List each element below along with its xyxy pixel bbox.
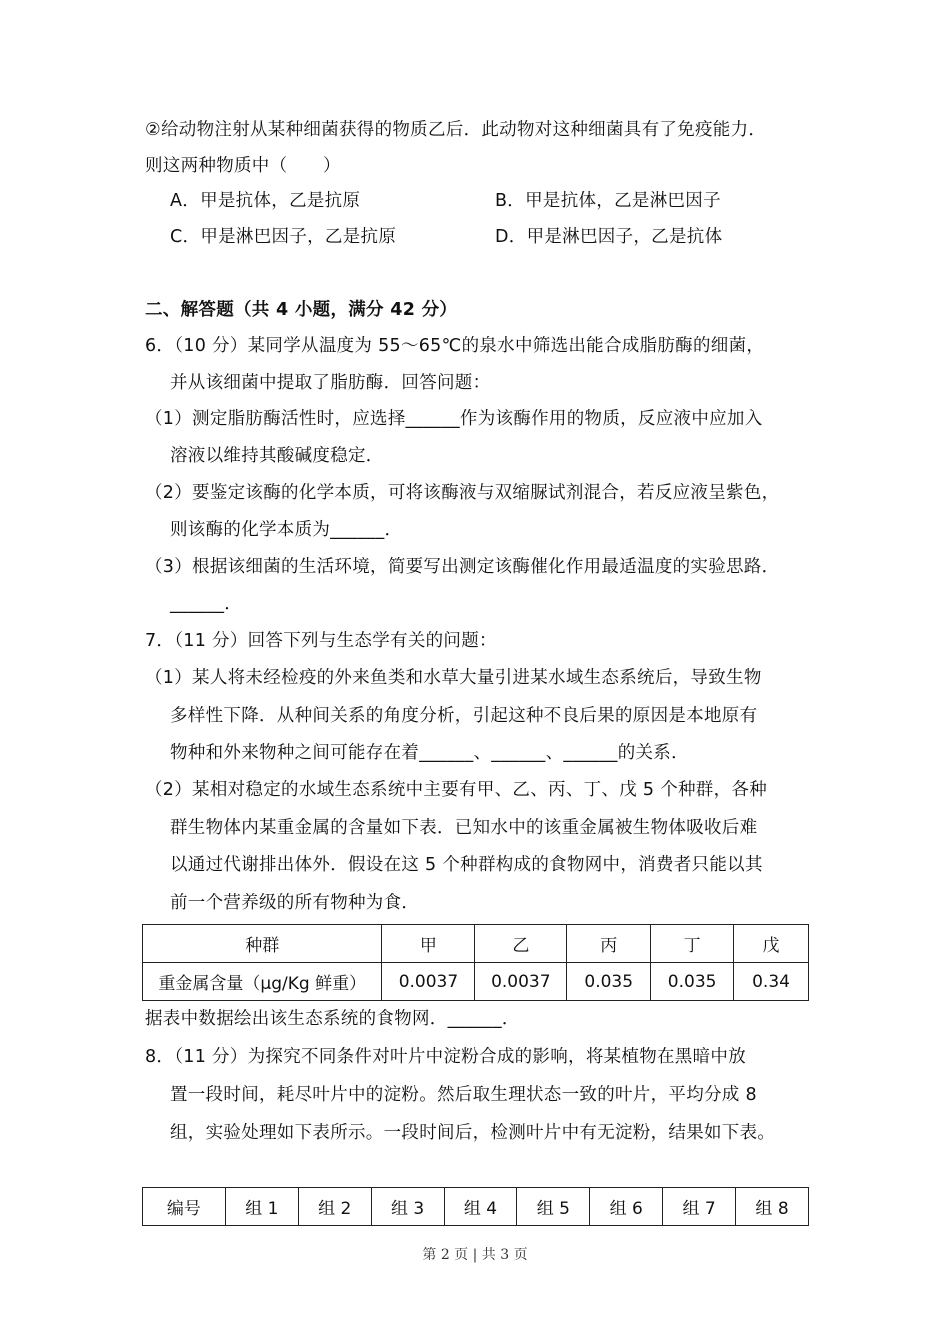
table-header-cell: 组 8 [736,1188,809,1226]
q6-line-2: 并从该细菌中提取了脂肪酶．回答问题： [170,373,491,393]
q5-option-d: D．甲是淋巴因子，乙是抗体 [495,227,723,247]
q5-option-a: A．甲是抗体，乙是抗原 [170,191,361,211]
section-2-heading: 二、解答题（共 4 小题，满分 42 分） [145,300,458,320]
q7-heavy-metal-table [142,924,809,1001]
q7-after-table: 据表中数据绘出该生态系统的食物网．______． [145,1009,520,1029]
q7-part2-line-4: 前一个营养级的所有物种为食． [170,893,420,913]
table-header-cell: 丁 [651,925,734,963]
page-footer: 第 2 页 | 共 3 页 [422,1247,528,1263]
table-header-cell: 组 7 [663,1188,736,1226]
q6-part3-line-1: （3）根据该细菌的生活环境，简要写出测定该酶催化作用最适温度的实验思路． [145,557,780,577]
q8-line-3: 组，实验处理如下表所示。一段时间后，检测叶片中有无淀粉，结果如下表。 [170,1123,776,1143]
table-cell: 0.34 [734,963,809,1001]
table-header-cell: 组 5 [517,1188,590,1226]
q6-part2-line-2: 则该酶的化学本质为______． [170,520,403,540]
q5-stem-line-3: 则这两种物质中（ ） [145,156,341,176]
table-header-cell: 组 6 [590,1188,663,1226]
table-header-cell: 甲 [382,925,475,963]
table-cell: 0.0037 [475,963,567,1001]
table-header-row [143,925,809,963]
table-header-cell: 组 3 [371,1188,444,1226]
q5-option-b: B．甲是抗体，乙是淋巴因子 [495,191,721,211]
q6-part1-line-2: 溶液以维持其酸碱度稳定． [170,446,384,466]
table-header-row [143,1188,809,1226]
q7-part2-line-1: （2）某相对稳定的水域生态系统中主要有甲、乙、丙、丁、戊 5 个种群，各种 [145,780,767,800]
q5-stem-line-2: ②给动物注射从某种细菌获得的物质乙后．此动物对这种细菌具有了免疫能力． [145,120,767,140]
table-header-cell: 种群 [143,925,382,963]
q7-line-1: 7．（11 分）回答下列与生态学有关的问题： [145,631,497,651]
q6-part2-line-1: （2）要鉴定该酶的化学本质，可将该酶液与双缩脲试剂混合，若反应液呈紫色， [145,483,780,503]
q7-part1-line-1: （1）某人将未经检疫的外来鱼类和水草大量引进某水域生态系统后，导致生物 [145,668,762,688]
table-cell: 0.035 [567,963,651,1001]
q8-line-1: 8．（11 分）为探究不同条件对叶片中淀粉合成的影响，将某植物在黑暗中放 [145,1047,747,1067]
table-header-cell: 组 2 [298,1188,371,1226]
q8-groups-table [142,1187,809,1226]
q7-part1-line-2: 多样性下降．从种间关系的角度分析，引起这种不良后果的原因是本地原有 [170,706,758,726]
table-cell: 0.0037 [382,963,475,1001]
q6-line-1: 6．（10 分）某同学从温度为 55～65℃的泉水中筛选出能合成脂肪酶的细菌， [145,336,765,356]
q5-option-c: C．甲是淋巴因子，乙是抗原 [170,227,397,247]
q7-part2-line-3: 以通过代谢排出体外．假设在这 5 个种群构成的食物网中，消费者只能以其 [170,855,763,875]
table-row [143,963,809,1001]
q7-part1-line-3: 物种和外来物种之间可能存在着______、______、______的关系． [170,743,689,763]
table-header-cell: 丙 [567,925,651,963]
table-header-cell: 戊 [734,925,809,963]
q8-line-2: 置一段时间，耗尽叶片中的淀粉。然后取生理状态一致的叶片，平均分成 8 [170,1085,757,1105]
q6-part3-line-2: ______． [170,594,243,614]
table-header-cell: 组 1 [225,1188,298,1226]
q6-part1-line-1: （1）测定脂肪酶活性时，应选择______作为该酶作用的物质，反应液中应加入 [145,409,763,429]
q7-part2-line-2: 群生物体内某重金属的含量如下表．已知水中的该重金属被生物体吸收后难 [170,818,758,838]
table-header-cell: 编号 [143,1188,226,1226]
table-header-cell: 乙 [475,925,567,963]
table-cell: 重金属含量（μg/Kg 鲜重） [143,963,382,1001]
table-header-cell: 组 4 [444,1188,517,1226]
table-cell: 0.035 [651,963,734,1001]
